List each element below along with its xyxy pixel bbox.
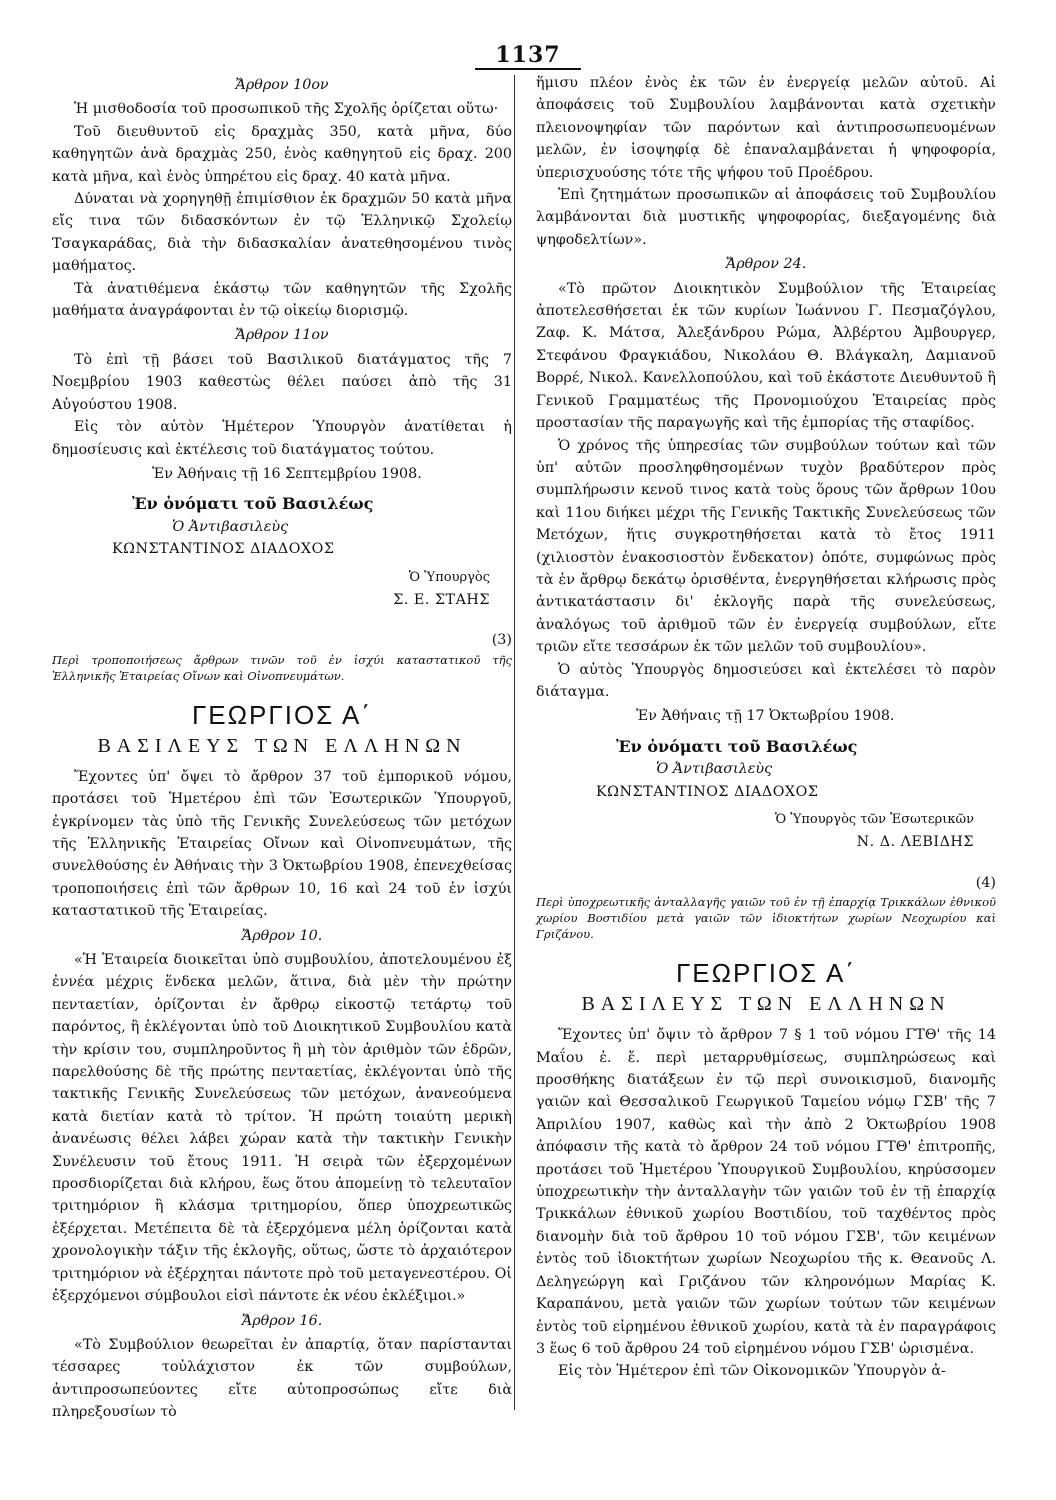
paragraph: Ἔχοντες ὑπ' ὄψει τὸ ἄρθρον 37 τοῦ ἐμπορικοῦ νόμου, προτάσει τοῦ Ἡμετέρου ἐπὶ τῶν Ἐσωτερικῶν Ὑπουργοῦ, ἐγκρίνομεν τὰς ὑπὸ τῆς Γενικῆς Συνελεύσεως τῶν μετόχων τῆς Ἑλληνικῆς Ἑταιρείας Οἴνων καὶ Οἰνοπνευμάτων, τῆς συνελθούσης ἐν Ἀθήναις τὴν 3 Ὀκτωβρίου 1908, ἐπενεχθείσας τροποποιήσεις ἐπὶ τῶν ἄρθρων 10, 16 καὶ 24 τοῦ ἐν ἰσχύι καταστατικοῦ τῆς Ἑταιρείας. bbox=[52, 768, 512, 920]
column-divider bbox=[514, 75, 515, 1410]
decree-date: Ἐν Ἀθήναις τῇ 16 Σεπτεμβρίου 1908. bbox=[152, 465, 422, 482]
regent-name: ΚΩΝΣΤΑΝΤΙΝΟΣ ΔΙΑΔΟΧΟΣ bbox=[112, 541, 335, 558]
paragraph: Ὁ χρόνος τῆς ὑπηρεσίας τῶν συμβούλων τούτων καὶ τῶν ὑπ' αὐτῶν προσληφθησομένων τυχὸν βραδύτερον πρὸς συμπλήρωσιν κενοῦ τινος κατὰ τοὺς ὅρους τῶν ἄρθρων 10ου καὶ 11ου διήκει μέχρι τῆς Γενικῆς Τακτικῆς Συνελεύσεως τῶν Μετόχων, ἥτις συγκροτηθήσεται κατὰ τὸ ἔτος 1911 (χιλιοστὸν ἐνακοσιοστὸν ἕνδεκατον) ὁπότε, συμφώνως πρὸς τὰ ἐν ἄρθρῳ δεκάτῳ ὁρισθέντα, ἐνεργηθήσεται κλήρωσις πρὸς ἀντικατάστασιν δι' ἐκλογῆς παρὰ τῆς συνελεύσεως, ἀναλόγως τοῦ ἀριθμοῦ τῶν ἐν ἐνεργείᾳ συμβούλων, εἴτε τριῶν εἴτε τεσσάρων ἐκ τῶν μελῶν τοῦ συμβουλίου». bbox=[536, 437, 996, 656]
decree-date: Ἐν Ἀθήναις τῇ 17 Ὀκτωβρίου 1908. bbox=[636, 708, 895, 725]
regent-title: Ὁ Ἀντιβασιλεὺς bbox=[172, 518, 289, 535]
left-column bbox=[52, 72, 512, 1424]
paragraph: Τὰ ἀνατιθέμενα ἑκάστῳ τῶν καθηγητῶν τῆς Σχολῆς μαθήματα ἀναγράφονται ἐν τῷ οἰκείῳ διορισμῷ. bbox=[52, 280, 512, 320]
right-column bbox=[536, 72, 996, 1383]
king-name: ΓΕΩΡΓΙΟΣ Α΄ bbox=[675, 958, 857, 989]
page-number: 1137 bbox=[0, 42, 1056, 68]
regent-title: Ὁ Ἀντιβασιλεὺς bbox=[656, 761, 773, 778]
paragraph: «Ἡ Ἑταιρεία διοικεῖται ὑπὸ συμβουλίου, ἀποτελουμένου ἐξ ἐννέα μέχρις ἕνδεκα μελῶν, ἅτινα, διὰ μὲν τὴν πρώτην πενταετίαν, ὁρίζονται ἐν ἄρθρῳ εἰκοστῷ τετάρτῳ τοῦ παρόντος, ἢ ἐκλέγονται ὑπὸ τοῦ Διοικητικοῦ Συμβουλίου κατὰ τὴν κρίσιν του, συμπληροῦντος ἢ μὴ τὸν ἀριθμὸν τῶν ἑδρῶν, παρελθούσης δὲ τῆς πρώτης πενταετίας, ἐκλέγονται ὑπὸ τῆς τακτικῆς Γενικῆς Συνελεύσεως τῶν μετόχων, ἀνανεούμενα κατὰ διετίαν κατὰ τὸ τρίτον. Ἡ πρώτη τοιαύτη μερικὴ ἀνανέωσις θέλει λάβει χώραν κατὰ τὴν τακτικὴν Γενικὴν Συνέλευσιν τοῦ ἔτους 1911. Ἡ σειρὰ τῶν ἐξερχομένων προσδιορίζεται διὰ κλήρου, ἕως ὅτου ἀπομείνῃ τὸ τελευταῖον τριτημόριον ἢ κλάσμα τριτημορίου, ὅπερ ὑποχρεωτικῶς ἐξέρχεται. Μετέπειτα δὲ τὰ ἐξερχόμενα μέλη ὁρίζονται κατὰ χρονολογικὴν τάξιν τῆς ἐκλογῆς, οὕτως, ὥστε τὸ ἀρχαιότερον τριτημόριον νὰ ἐξέρχηται πάντοτε πρὸ τοῦ μεταγενεστέρου. Οἱ ἐξερχόμενοι σύμβουλοι εἰσὶ πάντοτε ἐκ νέου ἐκλέξιμοι.» bbox=[52, 952, 512, 1305]
paragraph: ἥμισυ πλέον ἑνὸς ἐκ τῶν ἐν ἐνεργείᾳ μελῶν αὐτοῦ. Αἱ ἀποφάσεις τοῦ Συμβουλίου λαμβάνονται κατὰ σχετικὴν πλειονοψηφίαν τῶν παρόντων καὶ ἀντιπροσωπευομένων μελῶν, ἐν ἰσοψηφίᾳ δὲ ἐπαναλαμβάνεται ἡ ψηφοφορία, ὑπερισχυούσης τότε τῆς ψήφου τοῦ Προέδρου. bbox=[536, 75, 996, 181]
article-heading: Ἄρθρον 10. bbox=[241, 927, 323, 944]
decree-number: (4) bbox=[975, 874, 996, 891]
decree-title: Περὶ τροποποιήσεως ἄρθρων τινῶν τοῦ ἐν ἰσχύι καταστατικοῦ τῆς Ἑλληνικῆς Ἑταιρείας Οἴνων καὶ Οἰνοπνευμάτων. bbox=[52, 652, 512, 683]
article-heading: Ἄρθρον 10ον bbox=[235, 77, 329, 93]
paragraph: «Τὸ πρῶτον Διοικητικὸν Συμβούλιον τῆς Ἑταιρείας ἀποτελεσθήσεται ἐκ τῶν κυρίων Ἰωάννου Γ. Πεσμαζόγλου, Ζαφ. Κ. Μάτσα, Ἀλεξάνδρου Ρώμα, Ἀλβέρτου Ἀμβουργερ, Στεφάνου Φραγκιάδου, Νικολάου Θ. Βλάγκαλη, Δαμιανοῦ Βορρέ, Νικολ. Κανελλοπούλου, καὶ τοῦ ἑκάστοτε Διευθυντοῦ ἢ Γενικοῦ Γραμματέως τῆς Προνομιούχου Ἑταιρείας πρὸς προστασίαν τῆς παραγωγῆς καὶ τῆς ἐμπορίας τῆς σταφίδος. bbox=[536, 280, 996, 432]
paragraph: Εἰς τὸν Ἡμέτερον ἐπὶ τῶν Οἰκονομικῶν Ὑπουργὸν ἀ- bbox=[558, 1363, 946, 1380]
paragraph: Ὁ αὐτὸς Ὑπουργὸς δημοσιεύσει καὶ ἐκτελέσει τὸ παρὸν διάταγμα. bbox=[536, 661, 996, 700]
in-name-of-king: Ἐν ὀνόματι τοῦ Βασιλέως bbox=[616, 736, 858, 756]
minister-title: Ὁ Ὑπουργὸς τῶν Ἐσωτερικῶν bbox=[775, 812, 974, 827]
in-name-of-king: Ἐν ὀνόματι τοῦ Βασιλέως bbox=[132, 494, 374, 514]
king-title: ΒΑΣΙΛΕΥΣ ΤΩΝ ΕΛΛΗΝΩΝ bbox=[581, 993, 951, 1016]
king-name: ΓΕΩΡΓΙΟΣ Α΄ bbox=[191, 699, 373, 730]
paragraph: Εἰς τὸν αὐτὸν Ἡμέτερον Ὑπουργὸν ἀνατίθεται ἡ δημοσίευσις καὶ ἐκτέλεσις τοῦ διατάγματος τούτου. bbox=[52, 419, 512, 458]
regent-name: ΚΩΝΣΤΑΝΤΙΝΟΣ ΔΙΑΔΟΧΟΣ bbox=[596, 783, 819, 800]
article-heading: Ἄρθρον 24. bbox=[725, 256, 807, 273]
paragraph: Ἐπὶ ζητημάτων προσωπικῶν αἱ ἀποφάσεις τοῦ Συμβουλίου λαμβάνονται διὰ μυστικῆς ψηφοφορίας, διεξαγομένης διὰ ψηφοδελτίων». bbox=[536, 187, 996, 248]
paragraph: Τὸ ἐπὶ τῇ βάσει τοῦ Βασιλικοῦ διατάγματος τῆς 7 Νοεμβρίου 1903 καθεστὼς θέλει παύσει ἀπὸ τῆς 31 Αὐγούστου 1908. bbox=[52, 351, 512, 413]
article-heading: Ἄρθρον 11ον bbox=[235, 327, 329, 344]
paragraph: Ἡ μισθοδοσία τοῦ προσωπικοῦ τῆς Σχολῆς ὁρίζεται οὕτω· bbox=[74, 101, 499, 118]
article-heading: Ἄρθρον 16. bbox=[241, 1312, 323, 1329]
paragraph: Τοῦ διευθυντοῦ εἰς δραχμὰς 350, κατὰ μῆνα, δύο καθηγητῶν ἀνὰ δραχμὰς 250, ἑνὸς καθηγητοῦ εἰς δραχ. 200 κατὰ μῆνα, καὶ ἑνὸς ὑπηρέτου εἰς δραχ. 40 κατὰ μῆνα. bbox=[52, 123, 512, 185]
decree-number: (3) bbox=[491, 632, 512, 649]
paragraph: Δύναται νὰ χορηγηθῇ ἐπιμίσθιον ἐκ δραχμῶν 50 κατὰ μῆνα εἴς τινα τῶν διδασκόντων ἐν τῷ Ἑλληνικῷ Σχολείῳ Τσαγκαράδας, διὰ τὴν διδασκαλίαν ἀνατεθησομένου τινὸς μαθήματος. bbox=[52, 191, 512, 275]
decree-title: Περὶ ὑποχρεωτικῆς ἀνταλλαγῆς γαιῶν τοῦ ἐν τῇ ἐπαρχίᾳ Τρικκάλων ἐθνικοῦ χωρίου Βοστιδίου μετὰ γαιῶν τῶν ἰδιοκτήτων χωρίων Νεοχωρίου καὶ Γριζάνου. bbox=[536, 895, 996, 942]
minister-name: Σ. Ε. ΣΤΑΗΣ bbox=[393, 591, 490, 608]
king-title: ΒΑΣΙΛΕΥΣ ΤΩΝ ΕΛΛΗΝΩΝ bbox=[97, 734, 467, 757]
paragraph: «Τὸ Συμβούλιον θεωρεῖται ἐν ἀπαρτίᾳ, ὅταν παρίστανται τέσσαρες τοὐλάχιστον ἐκ τῶν συμβούλων, ἀντιπροσωπεύοντες εἴτε αὐτοπροσώπως εἴτε διὰ πληρεξουσίων τὸ bbox=[52, 1336, 512, 1421]
minister-name: Ν. Δ. ΛΕΒΙΔΗΣ bbox=[856, 834, 974, 851]
minister-title: Ὁ Ὑπουργὸς bbox=[408, 569, 490, 585]
paragraph: Ἔχοντες ὑπ' ὄψιν τὸ ἄρθρον 7 § 1 τοῦ νόμου ΓΤΘ' τῆς 14 Μαΐου ἐ. ἔ. περὶ μεταρρυθμίσεως, συμπληρώσεως καὶ προσθήκης διατάξεων ἐν τῷ περὶ συνοικισμοῦ, διανομῆς γαιῶν καὶ Θεσσαλικοῦ Γεωργικοῦ Ταμείου νόμῳ ΓΣΒ' τῆς 7 Ἀπριλίου 1907, καθὼς καὶ τὴν ἀπὸ 2 Ὀκτωβρίου 1908 ἀπόφασιν τῆς κατὰ τὸ ἄρθρον 24 τοῦ νόμου ΓΤΘ' ἐπιτροπῆς, προτάσει τοῦ Ἡμετέρου Ὑπουργικοῦ Συμβουλίου, κηρύσσομεν ὑποχρεωτικὴν τὴν ἀνταλλαγὴν τῶν γαιῶν τοῦ ἐν τῇ ἐπαρχίᾳ Τρικκάλων ἐθνικοῦ χωρίου Βοστιδίου, τοῦ ταχθέντος πρὸς διανομὴν διὰ τοῦ ἄρθρου 10 τοῦ νόμου ΓΣΒ', τῶν κειμένων ἐντὸς τοῦ ἰδιοκτήτων χωρίων Νεοχωρίου τῆς κ. Θεανοῦς Λ. Δεληγεώργη καὶ Γριζάνου τῶν κληρονόμων Μαρίας Κ. Καραπάνου, μετὰ γαιῶν τῶν χωρίων τούτων τῶν κειμένων ἐντὸς τοῦ εἰρημένου ἐθνικοῦ χωρίου, κατὰ τὰ ἐν παραγράφοις 3 ἕως 6 τοῦ ἄρθρου 24 τοῦ εἰρημένου νόμου ΓΣΒ' ὡρισμένα. bbox=[536, 1027, 996, 1357]
